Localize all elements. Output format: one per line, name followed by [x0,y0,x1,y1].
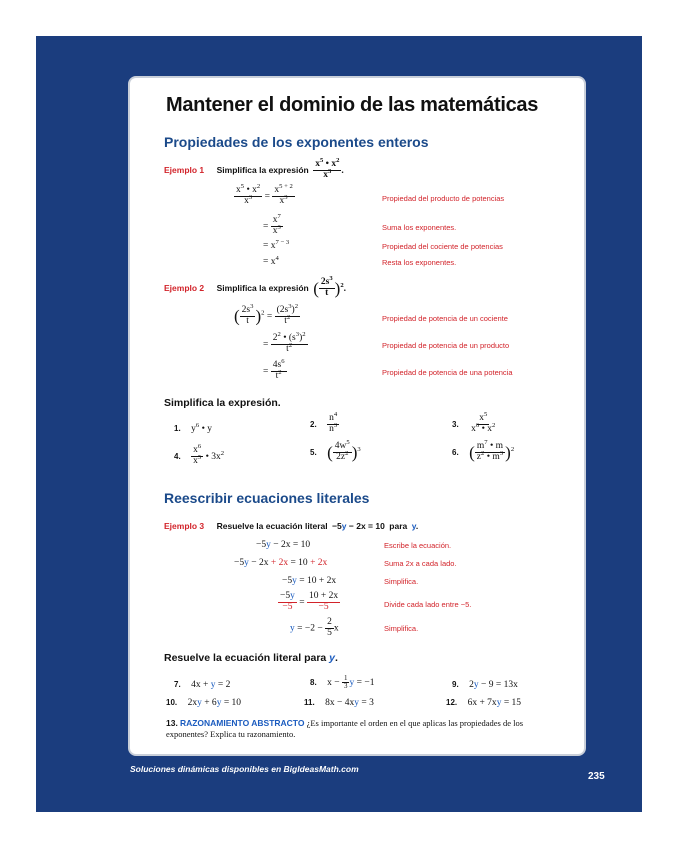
content-card [128,76,586,756]
ex1-note-3: Propiedad del cociente de potencias [382,242,503,251]
exercise-10: 10. 2xy + 6y = 10 [166,698,242,708]
exercise-9: 9. 2y − 9 = 13x [452,680,518,690]
practice-heading-solve: Resuelve la ecuación literal para y. [164,652,338,664]
section-heading-literal-equations: Reescribir ecuaciones literales [164,490,370,506]
q13-tag: RAZONAMIENTO ABSTRACTO [179,718,305,728]
exercise-3: 3. $\frac{x^5}{x^6 • x^2}$ [452,411,496,435]
exercise-4: 4. $\frac{x^6}{x^5}$ • $3x^2$ [174,443,225,467]
ex3-step-4: $\frac{-5y}{-5}$ = $\frac{10 + 2x}{-5}$ [280,591,339,612]
example-2-label: Ejemplo 2 [164,283,205,293]
ex2-note-1: Propiedad de potencia de un cociente [382,314,508,323]
ex2-step-2: = $\frac{2^2 • (s^3)^2}{t^2}$ [263,330,306,354]
ex3-step-1: −5y − 2x = 10 [256,540,311,550]
exercise-7: 7. 4x + y = 2 [174,680,231,690]
exercise-1: 1. $y^6$ • y [174,421,213,434]
exercise-6: 6. ( $\frac{m^7 • m}{z^2 • m^3}$ )$^2$ [452,439,515,463]
ex1-step-2: = $\frac{x^7}{x^3}$ [263,212,281,236]
ex1-note-4: Resta los exponentes. [382,258,457,267]
ex3-note-2: Suma 2x a cada lado. [384,559,457,568]
example-1 [164,157,344,181]
example-3-suffix: para [389,521,408,531]
ex2-step-1: ( $\frac{2s^3}{t}$ )$^2$ = $\frac{(2s^3)^2}{t^2}$ [234,302,299,326]
example-1-expression: $\frac{x^5 • x^2}{x^3}$ . [315,157,344,181]
ex2-note-3: Propiedad de potencia de una potencia [382,368,513,377]
example-1-text: Simplifica la expresión [216,165,309,175]
ex1-step-4: = $x^4$ [263,254,279,267]
exercise-2: 2. $\frac{n^4}{n^3}$ [310,411,338,435]
ex1-note-1: Propiedad del producto de potencias [382,194,505,203]
example-3-label: Ejemplo 3 [164,521,205,531]
section-heading-exponents: Propiedades de los exponentes enteros [164,134,429,150]
example-3: Ejemplo 3 Resuelve la ecuación literal −5y − 2x = 10 para y. [164,521,419,531]
ex3-step-5: y = −2 − $\frac{2}{5}$ x [290,617,339,638]
page-number: 235 [588,771,605,782]
ex3-note-1: Escribe la ecuación. [384,541,452,550]
example-2-expression: ( $\frac{2s^3}{t}$ )$^2$. [313,275,347,299]
practice-heading-simplify: Simplifica la expresión. [164,397,281,409]
ex3-step-3: −5y = 10 + 2x [282,576,337,586]
footer-text: Soluciones dinámicas disponibles en BigIdeasMath.com [130,764,359,774]
question-13: 13. RAZONAMIENTO ABSTRACTO ¿Es importante el orden en el que aplicas las propiedades de los exponentes? Explica tu razonamiento. [166,718,524,740]
ex1-step-1: $\frac{x^5 • x^2}{x^3}$ = $\frac{x^{5 + 2}}{x^3}$ [236,182,293,206]
exercise-12: 12. 6x + 7xy = 15 [446,698,522,708]
example-1-label: Ejemplo 1 [164,165,205,175]
ex1-step-3: = $x^{7 - 3}$ [263,238,290,251]
ex3-note-4: Divide cada lado entre −5. [384,600,472,609]
ex1-note-2: Suma los exponentes. [382,223,457,232]
page-title: Mantener el dominio de las matemáticas [166,94,539,116]
example-3-text: Resuelve la ecuación literal [216,521,328,531]
ex3-note-5: Simplifica. [384,624,419,633]
footer-link[interactable]: BigIdeasMath.com [283,764,359,774]
ex2-step-3: = $\frac{4s^6}{t^2}$ [263,357,285,381]
exercise-11: 11. 8x − 4xy = 3 [304,698,374,708]
example-2-text: Simplifica la expresión [216,283,309,293]
example-3-equation: −5y − 2x = 10 [332,521,385,531]
q13-text: ¿Es importante el orden en el que aplicas las propiedades de los exponentes? Explica tu razonamiento. [166,718,524,740]
exercise-5: 5. ( $\frac{4w^5}{2z^2}$ )$^3$ [310,439,361,463]
ex2-note-2: Propiedad de potencia de un producto [382,341,510,350]
exercise-8: 8. x − $\frac{1}{3}$ y = −1 [310,673,375,691]
ex3-step-2: −5y − 2x + 2x = 10 + 2x [234,558,328,568]
example-2 [164,275,347,299]
ex3-note-3: Simplifica. [384,577,419,586]
